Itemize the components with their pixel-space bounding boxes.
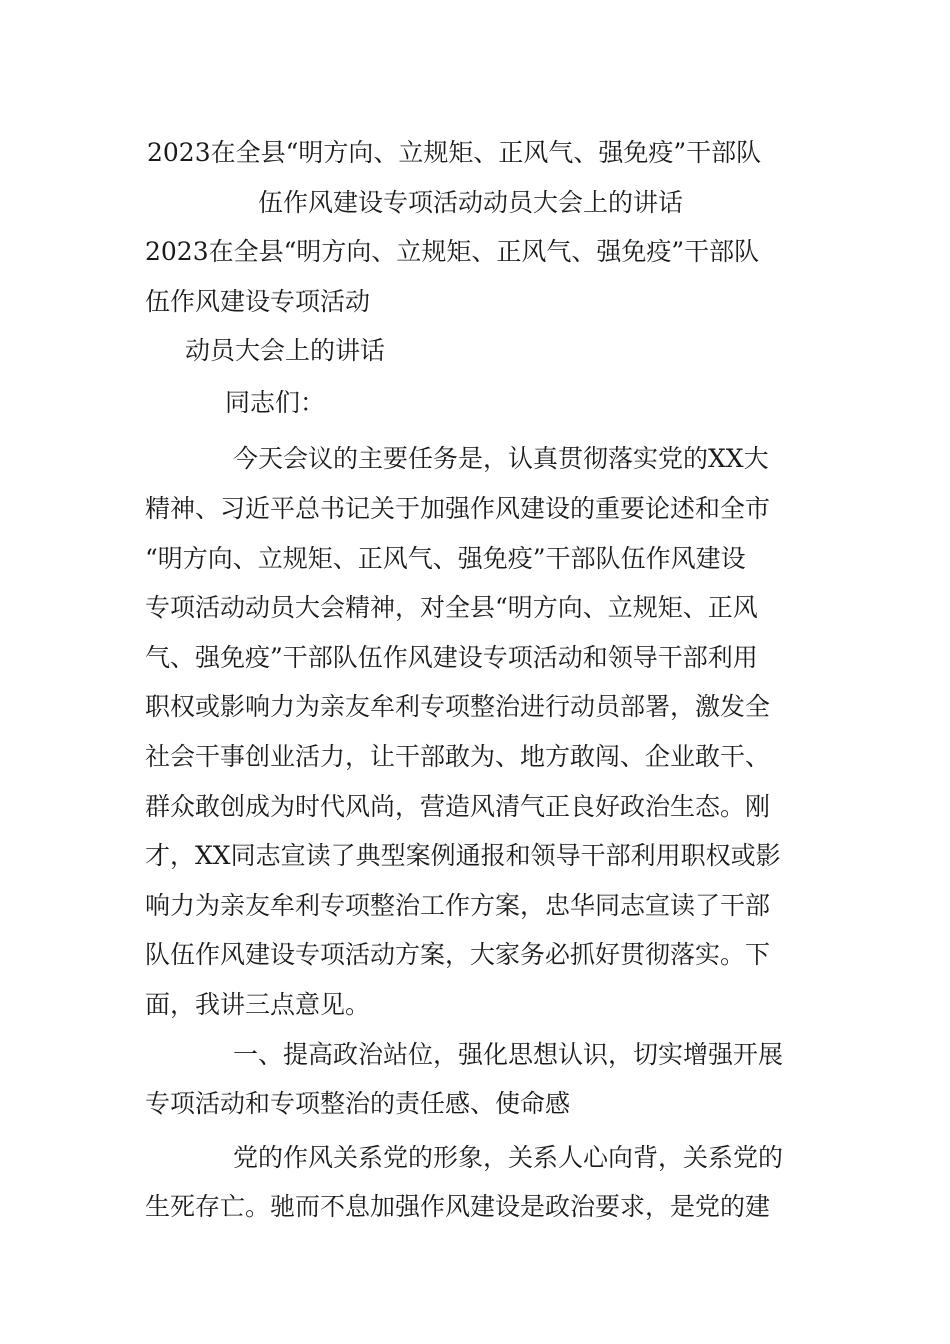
- document-page: [145, 128, 807, 1232]
- paragraph-line: 气、强免疫”干部队伍作风建设专项活动和领导干部利用: [145, 642, 758, 672]
- subtitle-line-1: 2023在全县“明方向、立规矩、正风气、强免疫”干部队: [145, 237, 760, 267]
- paragraph-line: 专项活动动员大会精神，对全县“明方向、立规矩、正风: [145, 593, 758, 623]
- paragraph-2: [145, 1133, 807, 1232]
- paragraph-line: 党的作风关系党的形象，关系人心向背，关系党的: [233, 1142, 784, 1172]
- section-heading-line: 一、提高政治站位，强化思想认识，切实增强开展: [233, 1039, 784, 1069]
- subtitle-line-3: 动员大会上的讲话: [185, 336, 386, 366]
- paragraph-line: 群众敢创成为时代风尚，营造风清气正良好政治生态。刚: [145, 791, 771, 821]
- section-heading-line: 专项活动和专项整治的责任感、使命感: [145, 1089, 571, 1119]
- paragraph-line: 面，我讲三点意见。: [145, 989, 371, 1019]
- document-title-line-1: 2023在全县“明方向、立规矩、正风气、强免疫”干部队: [147, 138, 762, 167]
- paragraph-line: 职权或影响力为亲友牟利专项整治进行动员部署，激发全: [145, 692, 771, 722]
- paragraph-line: 才，XX同志宣读了典型案例通报和领导干部利用职权或影: [145, 841, 781, 871]
- paragraph-line: 队伍作风建设专项活动方案，大家务必抓好贯彻落实。下: [145, 940, 771, 970]
- paragraph-line: 社会干事创业活力，让干部敢为、地方敢闯、企业敢干、: [145, 741, 771, 771]
- paragraph-line: 响力为亲友牟利专项整治工作方案，忠华同志宣读了干部: [145, 890, 771, 920]
- paragraph-line: 今天会议的主要任务是，认真贯彻落实党的XX大: [233, 444, 769, 474]
- section-heading-1: [145, 1030, 807, 1129]
- subtitle-line-2: 伍作风建设专项活动: [145, 286, 371, 316]
- paragraph-line: 精神、习近平总书记关于加强作风建设的重要论述和全市: [145, 493, 771, 523]
- paragraph-line: 生死存亡。驰而不息加强作风建设是政治要求，是党的建: [145, 1192, 771, 1222]
- paragraph-1: [145, 434, 807, 1029]
- paragraph-line: “明方向、立规矩、正风气、强免疫”干部队伍作风建设: [145, 543, 746, 573]
- salutation: 同志们：: [225, 388, 326, 418]
- document-title-line-2: 伍作风建设专项活动动员大会上的讲话: [258, 187, 684, 217]
